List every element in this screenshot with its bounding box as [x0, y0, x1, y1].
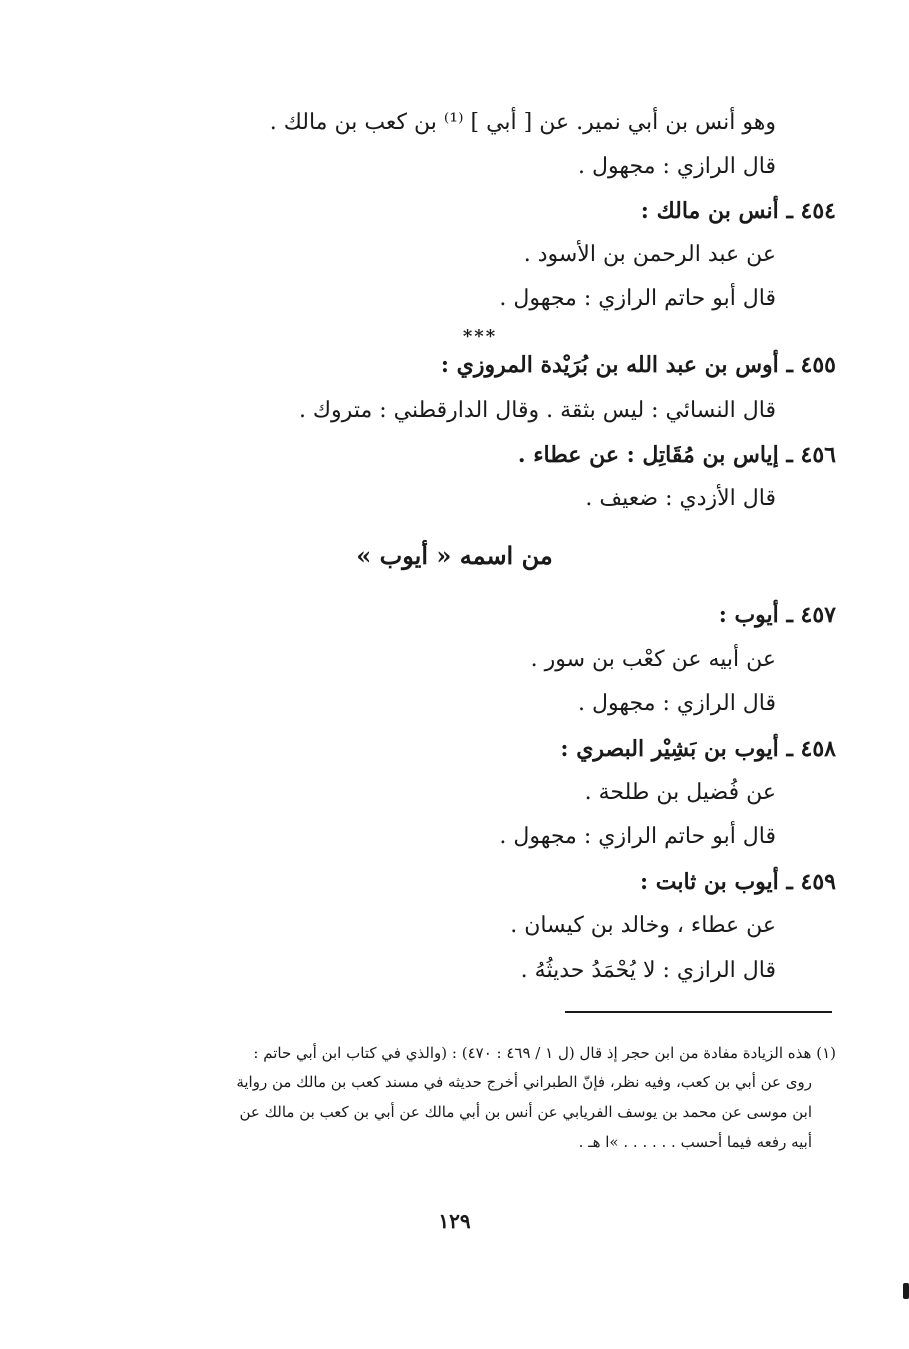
- entry-heading-455: ٤٥٥ ـ أوس بن عبد الله بن بُرَيْدة المروزي :: [440, 352, 836, 378]
- text-line: قال الرازي : مجهول .: [578, 154, 776, 179]
- scan-edge-mark: [903, 1283, 909, 1299]
- text-line: قال أبو حاتم الرازي : مجهول .: [499, 286, 776, 311]
- entry-heading-457: ٤٥٧ ـ أيوب :: [718, 602, 836, 628]
- text-line: عن عبد الرحمن بن الأسود .: [523, 242, 776, 267]
- section-heading: من اسمه « أيوب »: [356, 541, 553, 570]
- entry-heading-454: ٤٥٤ ـ أنس بن مالك :: [640, 198, 836, 224]
- text-line: عن فُضيل بن طلحة .: [584, 780, 776, 805]
- entry-heading-456: ٤٥٦ ـ إياس بن مُقَاتِل : عن عطاء .: [517, 442, 836, 468]
- section-divider-stars: ***: [462, 326, 498, 347]
- page-number: ١٢٩: [438, 1209, 471, 1233]
- text-line: عن أبيه عن كعْب بن سور .: [530, 647, 776, 672]
- text-line: قال الأزدي : ضعيف .: [585, 486, 776, 511]
- text-line: قال الرازي : لا يُحْمَدُ حديثُهُ .: [520, 958, 776, 983]
- text-line: قال الرازي : مجهول .: [578, 691, 776, 716]
- text-line: عن عطاء ، وخالد بن كيسان .: [510, 913, 776, 938]
- entry-heading-459: ٤٥٩ ـ أيوب بن ثابت :: [639, 869, 836, 895]
- footnote-line: ابن موسى عن محمد بن يوسف الفريابي عن أنس بن أبي مالك عن أبي بن كعب بن مالك عن: [239, 1103, 812, 1121]
- footnote-separator: [565, 1011, 832, 1013]
- text-line: قال النسائي : ليس بثقة . وقال الدارقطني : متروك .: [298, 398, 776, 423]
- footnote-line: روى عن أبي بن كعب، وفيه نظر، فإنّ الطبراني أخرج حديثه في مسند كعب بن مالك من رواية: [236, 1073, 812, 1091]
- footnote-line: (١) هذه الزيادة مفادة من ابن حجر إذ قال (ل ١ / ٤٦٩ : ٤٧٠) : (والذي في كتاب ابن أبي حاتم :: [253, 1044, 836, 1062]
- text-line: وهو أنس بن أبي نمير. عن [ أبي ] ⁽¹⁾ بن كعب بن مالك .: [269, 110, 776, 135]
- text-line: قال أبو حاتم الرازي : مجهول .: [499, 824, 776, 849]
- footnote-line: أبيه رفعه فيما أحسب . . . . . . »ا هـ .: [578, 1133, 812, 1151]
- entry-heading-458: ٤٥٨ ـ أيوب بن بَشِيْر البصري :: [560, 736, 836, 762]
